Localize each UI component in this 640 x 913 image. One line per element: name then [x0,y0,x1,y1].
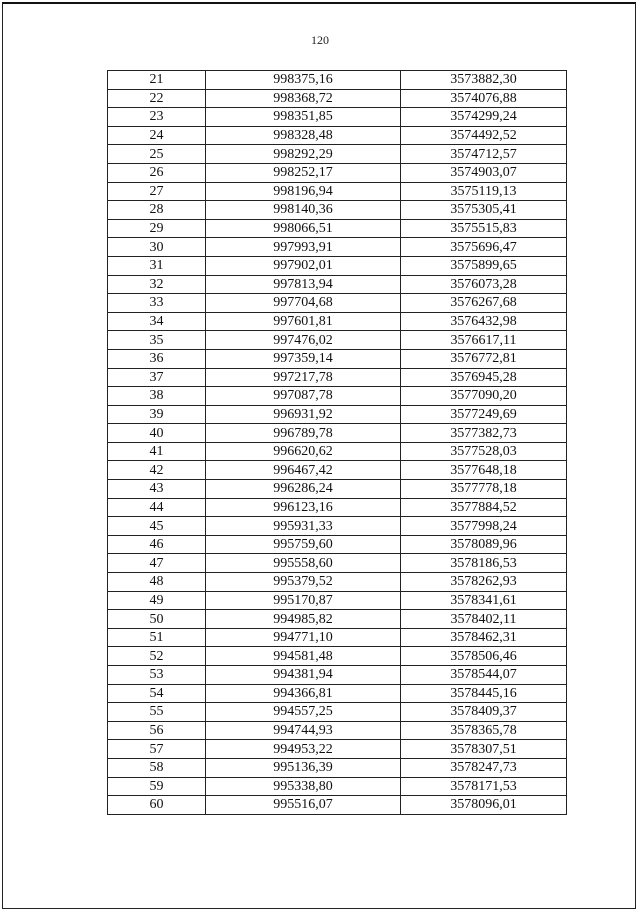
x-coordinate-cell: 995136,39 [206,758,401,777]
point-number-cell: 40 [108,424,206,443]
x-coordinate-cell: 996620,62 [206,442,401,461]
x-coordinate-cell: 998368,72 [206,89,401,108]
point-number-cell: 31 [108,256,206,275]
x-coordinate-cell: 998196,94 [206,182,401,201]
x-coordinate-cell: 997359,14 [206,349,401,368]
y-coordinate-cell: 3578506,46 [401,647,567,666]
y-coordinate-cell: 3577382,73 [401,424,567,443]
x-coordinate-cell: 995338,80 [206,777,401,796]
point-number-cell: 25 [108,145,206,164]
table-row [108,108,567,127]
y-coordinate-cell: 3577648,18 [401,461,567,480]
point-number-cell: 38 [108,387,206,406]
y-coordinate-cell: 3577778,18 [401,480,567,499]
point-number-cell: 52 [108,647,206,666]
y-coordinate-cell: 3574299,24 [401,108,567,127]
x-coordinate-cell: 997704,68 [206,294,401,313]
point-number-cell: 27 [108,182,206,201]
point-number-cell: 42 [108,461,206,480]
x-coordinate-cell: 994366,81 [206,684,401,703]
table-row [108,610,567,629]
x-coordinate-cell: 997813,94 [206,275,401,294]
table-row [108,71,567,90]
x-coordinate-cell: 998292,29 [206,145,401,164]
x-coordinate-cell: 996123,16 [206,498,401,517]
point-number-cell: 50 [108,610,206,629]
x-coordinate-cell: 995558,60 [206,554,401,573]
y-coordinate-cell: 3578307,51 [401,740,567,759]
point-number-cell: 34 [108,312,206,331]
point-number-cell: 32 [108,275,206,294]
point-number-cell: 22 [108,89,206,108]
y-coordinate-cell: 3578409,37 [401,703,567,722]
table-row [108,238,567,257]
table-row [108,591,567,610]
table-row [108,349,567,368]
y-coordinate-cell: 3577998,24 [401,517,567,536]
x-coordinate-cell: 998351,85 [206,108,401,127]
coordinates-table-body [108,71,567,815]
x-coordinate-cell: 997087,78 [206,387,401,406]
table-row [108,163,567,182]
x-coordinate-cell: 995170,87 [206,591,401,610]
x-coordinate-cell: 994581,48 [206,647,401,666]
y-coordinate-cell: 3576073,28 [401,275,567,294]
y-coordinate-cell: 3576772,81 [401,349,567,368]
table-row [108,256,567,275]
table-row [108,405,567,424]
coordinates-table [107,70,567,815]
point-number-cell: 36 [108,349,206,368]
y-coordinate-cell: 3575119,13 [401,182,567,201]
table-row [108,387,567,406]
point-number-cell: 24 [108,126,206,145]
point-number-cell: 26 [108,163,206,182]
table-row [108,554,567,573]
x-coordinate-cell: 994771,10 [206,628,401,647]
table-row [108,331,567,350]
y-coordinate-cell: 3574076,88 [401,89,567,108]
table-row [108,480,567,499]
point-number-cell: 60 [108,796,206,815]
point-number-cell: 37 [108,368,206,387]
y-coordinate-cell: 3576432,98 [401,312,567,331]
y-coordinate-cell: 3574712,57 [401,145,567,164]
table-row [108,684,567,703]
y-coordinate-cell: 3575899,65 [401,256,567,275]
table-row [108,442,567,461]
y-coordinate-cell: 3574492,52 [401,126,567,145]
point-number-cell: 30 [108,238,206,257]
y-coordinate-cell: 3578402,11 [401,610,567,629]
point-number-cell: 53 [108,666,206,685]
table-row [108,498,567,517]
point-number-cell: 57 [108,740,206,759]
table-row [108,777,567,796]
table-row [108,201,567,220]
x-coordinate-cell: 995516,07 [206,796,401,815]
point-number-cell: 39 [108,405,206,424]
y-coordinate-cell: 3576617,11 [401,331,567,350]
table-row [108,703,567,722]
y-coordinate-cell: 3578341,61 [401,591,567,610]
y-coordinate-cell: 3578365,78 [401,721,567,740]
y-coordinate-cell: 3577090,20 [401,387,567,406]
x-coordinate-cell: 998066,51 [206,219,401,238]
point-number-cell: 49 [108,591,206,610]
point-number-cell: 46 [108,535,206,554]
table-row [108,275,567,294]
x-coordinate-cell: 996286,24 [206,480,401,499]
x-coordinate-cell: 998140,36 [206,201,401,220]
point-number-cell: 21 [108,71,206,90]
x-coordinate-cell: 998252,17 [206,163,401,182]
y-coordinate-cell: 3575515,83 [401,219,567,238]
y-coordinate-cell: 3578462,31 [401,628,567,647]
y-coordinate-cell: 3578445,16 [401,684,567,703]
x-coordinate-cell: 996789,78 [206,424,401,443]
point-number-cell: 35 [108,331,206,350]
table-row [108,535,567,554]
x-coordinate-cell: 995759,60 [206,535,401,554]
table-row [108,312,567,331]
table-row [108,721,567,740]
y-coordinate-cell: 3578096,01 [401,796,567,815]
point-number-cell: 33 [108,294,206,313]
x-coordinate-cell: 996467,42 [206,461,401,480]
x-coordinate-cell: 994985,82 [206,610,401,629]
table-row [108,219,567,238]
y-coordinate-cell: 3578247,73 [401,758,567,777]
point-number-cell: 59 [108,777,206,796]
table-row [108,573,567,592]
table-row [108,517,567,536]
x-coordinate-cell: 995379,52 [206,573,401,592]
x-coordinate-cell: 997601,81 [206,312,401,331]
x-coordinate-cell: 994381,94 [206,666,401,685]
x-coordinate-cell: 997217,78 [206,368,401,387]
x-coordinate-cell: 994557,25 [206,703,401,722]
point-number-cell: 51 [108,628,206,647]
y-coordinate-cell: 3578171,53 [401,777,567,796]
table-row [108,89,567,108]
y-coordinate-cell: 3576945,28 [401,368,567,387]
point-number-cell: 23 [108,108,206,127]
point-number-cell: 55 [108,703,206,722]
page-number: 120 [311,33,329,47]
x-coordinate-cell: 997902,01 [206,256,401,275]
table-row [108,368,567,387]
point-number-cell: 47 [108,554,206,573]
y-coordinate-cell: 3576267,68 [401,294,567,313]
point-number-cell: 29 [108,219,206,238]
y-coordinate-cell: 3578262,93 [401,573,567,592]
y-coordinate-cell: 3578089,96 [401,535,567,554]
x-coordinate-cell: 997476,02 [206,331,401,350]
y-coordinate-cell: 3573882,30 [401,71,567,90]
x-coordinate-cell: 994744,93 [206,721,401,740]
point-number-cell: 43 [108,480,206,499]
table-row [108,628,567,647]
table-row [108,182,567,201]
x-coordinate-cell: 998375,16 [206,71,401,90]
y-coordinate-cell: 3575305,41 [401,201,567,220]
y-coordinate-cell: 3578544,07 [401,666,567,685]
table-row [108,758,567,777]
point-number-cell: 58 [108,758,206,777]
x-coordinate-cell: 995931,33 [206,517,401,536]
table-row [108,647,567,666]
point-number-cell: 56 [108,721,206,740]
point-number-cell: 48 [108,573,206,592]
table-row [108,461,567,480]
point-number-cell: 44 [108,498,206,517]
x-coordinate-cell: 996931,92 [206,405,401,424]
y-coordinate-cell: 3577528,03 [401,442,567,461]
x-coordinate-cell: 994953,22 [206,740,401,759]
x-coordinate-cell: 997993,91 [206,238,401,257]
table-row [108,294,567,313]
table-row [108,666,567,685]
table-row [108,126,567,145]
y-coordinate-cell: 3577249,69 [401,405,567,424]
table-row [108,796,567,815]
point-number-cell: 45 [108,517,206,536]
y-coordinate-cell: 3577884,52 [401,498,567,517]
x-coordinate-cell: 998328,48 [206,126,401,145]
y-coordinate-cell: 3578186,53 [401,554,567,573]
table-row [108,424,567,443]
y-coordinate-cell: 3575696,47 [401,238,567,257]
point-number-cell: 41 [108,442,206,461]
y-coordinate-cell: 3574903,07 [401,163,567,182]
table-row [108,740,567,759]
point-number-cell: 54 [108,684,206,703]
table-row [108,145,567,164]
point-number-cell: 28 [108,201,206,220]
